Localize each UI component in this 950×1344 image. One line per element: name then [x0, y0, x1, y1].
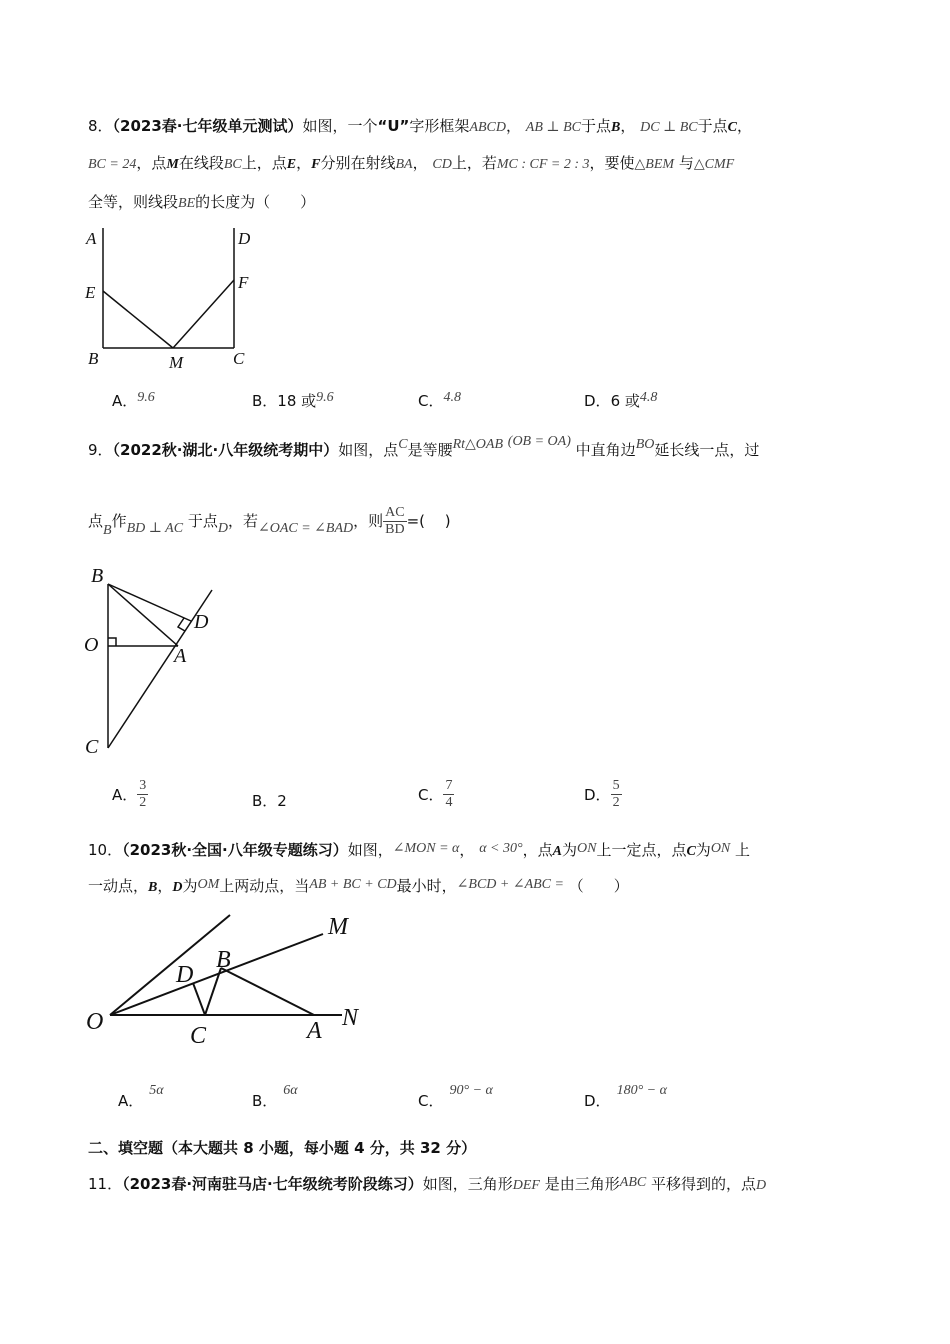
- q10-label-n: N: [342, 1005, 359, 1031]
- q10-text: 最小时，: [396, 877, 457, 895]
- q9-label-a: A: [174, 645, 187, 667]
- q8-point: E: [286, 157, 297, 172]
- option-value: 180° − α: [616, 1083, 667, 1098]
- q11-math: DEF: [512, 1178, 540, 1193]
- q9-right-angle-d: [178, 618, 185, 631]
- q10-math: OM: [197, 877, 220, 892]
- fraction-denominator: 4: [445, 795, 453, 810]
- q10-text: 上一定点，点: [596, 841, 687, 859]
- q10-upper-ray: [110, 915, 230, 1015]
- fraction-denominator: 2: [139, 795, 147, 810]
- q9-text: ，若: [227, 512, 258, 530]
- q10-line-2: [88, 876, 629, 898]
- option-value: 90° − α: [449, 1083, 493, 1098]
- q10-option-d[interactable]: [584, 1083, 667, 1111]
- q8-text: 在线段: [178, 154, 224, 172]
- option-letter: A．: [112, 392, 138, 410]
- q10-number: 10．: [88, 841, 123, 859]
- q10-math: ∠BCD + ∠ABC =: [456, 877, 564, 892]
- q11-line-1: [88, 1174, 766, 1196]
- q10-text: 上: [735, 841, 751, 859]
- option-prefix: 6 或: [610, 392, 640, 410]
- q11-source: （2023春·河南驻马店·七年级统考阶段练习）: [122, 1175, 423, 1193]
- q10-label-m: M: [328, 914, 348, 940]
- option-value: 6α: [283, 1083, 298, 1098]
- q10-point: D: [172, 880, 183, 895]
- q8-option-c[interactable]: [418, 390, 461, 411]
- q9-math: D: [217, 521, 228, 536]
- q9-right-angle-o: [108, 638, 116, 646]
- q8-text: ，: [506, 117, 522, 135]
- q8-text: ，: [737, 117, 753, 135]
- q8-math: BC = 24: [88, 157, 137, 172]
- q9-fraction: [383, 505, 406, 538]
- q9-math: Rt△OAB: [452, 437, 503, 452]
- q9-line-2: [88, 505, 451, 538]
- fraction-numerator: AC: [385, 505, 405, 520]
- fraction-numerator: 3: [139, 778, 147, 793]
- q9-figure: [80, 560, 230, 760]
- q9-label-c: C: [85, 736, 99, 758]
- q10-label-a: A: [307, 1018, 322, 1044]
- option-letter: B．: [252, 792, 278, 810]
- q10-text: 为: [561, 841, 577, 859]
- q8-math: △BEM: [634, 157, 675, 172]
- q8-label-f: F: [238, 273, 249, 292]
- q8-source: （2023春·七年级单元测试）: [112, 117, 303, 135]
- option-value: 9.6: [316, 390, 334, 405]
- option-letter: D．: [584, 392, 611, 410]
- option-letter: C．: [418, 786, 444, 804]
- option-letter: B．: [252, 392, 278, 410]
- q9-text: 点: [88, 512, 104, 530]
- q10-source: （2023秋·全国·八年级专题练习）: [122, 841, 348, 859]
- q10-text: 上两动点，当: [219, 877, 310, 895]
- q9-math: BO: [635, 437, 655, 452]
- q8-number: 8．: [88, 117, 113, 135]
- q9-label-o: O: [84, 634, 99, 656]
- q11-text: 是由三角形: [544, 1175, 620, 1193]
- fraction-denominator: BD: [385, 522, 405, 537]
- q8-text: 上，点: [241, 154, 287, 172]
- option-prefix: 18 或: [277, 392, 317, 410]
- q9-option-a[interactable]: [112, 778, 148, 811]
- option-value: 2: [277, 792, 287, 810]
- q8-text: 如图，一个: [302, 117, 378, 135]
- q8-line-em: [103, 291, 173, 348]
- q10-line-dc: [193, 983, 205, 1015]
- q9-text: ，则: [353, 512, 384, 530]
- q8-text: ，要使: [589, 154, 635, 172]
- q8-line-2: [88, 153, 734, 175]
- q10-option-b[interactable]: [252, 1083, 298, 1111]
- q10-math: ∠MON = α: [392, 841, 460, 856]
- q10-text: 如图，: [347, 841, 393, 859]
- q8-text: 于点: [697, 117, 728, 135]
- q10-text: （ ）: [568, 877, 629, 895]
- q8-text: ，: [412, 154, 428, 172]
- option-value: 4.8: [639, 390, 658, 405]
- q9-label-b: B: [91, 565, 104, 587]
- option-fraction: [611, 778, 622, 811]
- q9-math: (OB = OA): [507, 434, 571, 449]
- option-letter: D．: [584, 1092, 611, 1110]
- q9-label-d: D: [194, 611, 209, 633]
- q8-label-a: A: [86, 229, 97, 248]
- q8-point: C: [727, 120, 737, 135]
- q8-text: 的长度为（ ）: [195, 193, 316, 211]
- q8-text: ，点: [136, 154, 167, 172]
- q10-point: C: [686, 844, 696, 859]
- option-letter: D．: [584, 786, 611, 804]
- q9-line-1: [88, 434, 760, 462]
- q8-math: ABCD: [469, 120, 506, 135]
- q9-text: 如图，点: [338, 441, 399, 459]
- q8-option-d[interactable]: [584, 390, 657, 411]
- q9-line-bd: [108, 584, 191, 621]
- q10-text: 一动点，: [88, 877, 149, 895]
- q8-math: BA: [395, 157, 413, 172]
- q10-text: ，: [459, 841, 475, 859]
- q9-text: 于点: [187, 512, 218, 530]
- q9-number: 9．: [88, 441, 113, 459]
- q9-option-b[interactable]: [252, 790, 287, 811]
- q11-number: 11．: [88, 1175, 123, 1193]
- fraction-numerator: 5: [612, 778, 620, 793]
- q8-text: 上，若: [451, 154, 497, 172]
- q9-option-c[interactable]: [418, 778, 454, 811]
- q9-option-d[interactable]: [584, 778, 622, 811]
- q9-math: C: [398, 437, 408, 452]
- q10-line-ba: [221, 968, 314, 1015]
- q8-option-a[interactable]: [112, 390, 155, 411]
- q8-math: △CMF: [693, 157, 735, 172]
- q8-option-b[interactable]: [252, 390, 334, 411]
- q10-option-c[interactable]: [418, 1083, 493, 1111]
- q8-label-e: E: [85, 283, 96, 302]
- q8-math: BE: [178, 196, 196, 211]
- q8-point: B: [610, 120, 621, 135]
- q10-text: ，点: [522, 841, 553, 859]
- q8-figure: [80, 224, 270, 374]
- q8-point: F: [311, 157, 321, 172]
- q9-text: 延长线一点，过: [654, 441, 760, 459]
- section-2-heading: 二、填空题（本大题共 8 小题，每小题 4 分，共 32 分）: [88, 1139, 477, 1157]
- q10-text: 为: [695, 841, 711, 859]
- q10-point: B: [148, 880, 158, 895]
- q8-text: 全等，则线段: [88, 193, 179, 211]
- q8-point: M: [166, 157, 179, 172]
- option-value: 9.6: [137, 390, 155, 405]
- q8-math: BC: [223, 157, 242, 172]
- q9-text: 中直角边: [575, 441, 636, 459]
- q8-label-d: D: [238, 229, 251, 248]
- q9-line-ba: [108, 584, 178, 646]
- q9-math: BD ⊥ AC: [126, 521, 184, 536]
- q10-text: 为: [182, 877, 198, 895]
- q11-math: ABC: [619, 1175, 647, 1190]
- q8-text: ，: [296, 154, 312, 172]
- q10-math: AB + BC + CD: [309, 877, 397, 892]
- q8-text: 于点: [580, 117, 611, 135]
- q10-label-d: D: [176, 962, 194, 988]
- fraction-denominator: 2: [612, 795, 620, 810]
- q10-math: ON: [576, 841, 597, 856]
- q9-text: =( ): [406, 512, 451, 530]
- q8-math: MC : CF = 2 : 3: [496, 157, 590, 172]
- q8-text: “U”: [377, 117, 410, 135]
- q9-source: （2022秋·湖北·八年级统考期中）: [112, 441, 339, 459]
- option-value: 5α: [149, 1083, 164, 1098]
- q8-line-mf: [173, 280, 234, 348]
- option-letter: A．: [118, 1092, 144, 1110]
- q10-point: A: [552, 844, 562, 859]
- option-letter: C．: [418, 392, 444, 410]
- q9-math: B: [103, 523, 112, 538]
- q8-text: ，: [620, 117, 636, 135]
- q10-label-b: B: [216, 947, 231, 973]
- option-value: 4.8: [443, 390, 461, 405]
- q10-math: ON: [710, 841, 731, 856]
- q10-text: ，: [157, 877, 173, 895]
- q11-text: 如图，三角形: [422, 1175, 513, 1193]
- option-letter: C．: [418, 1092, 444, 1110]
- q10-math: α < 30°: [479, 841, 523, 856]
- q8-text: 字形框架: [409, 117, 470, 135]
- q8-math: CD: [432, 157, 452, 172]
- q8-text: 与: [678, 154, 694, 172]
- q8-math: AB ⊥ BC: [525, 120, 581, 135]
- q10-figure: [80, 905, 380, 1055]
- option-letter: A．: [112, 786, 138, 804]
- q8-line-3: [88, 192, 315, 214]
- q10-label-o: O: [86, 1009, 104, 1035]
- q8-label-c: C: [233, 349, 245, 368]
- q11-text: 平移得到的，点: [651, 1175, 757, 1193]
- q10-line-1: [88, 840, 750, 862]
- q8-line-1: [88, 116, 752, 138]
- q9-text: 作: [111, 512, 127, 530]
- q9-math: ∠OAC = ∠BAD: [258, 521, 354, 536]
- q8-text: 分别在射线: [320, 154, 396, 172]
- fraction-numerator: 7: [445, 778, 453, 793]
- q10-label-c: C: [190, 1023, 207, 1049]
- option-fraction: [137, 778, 148, 811]
- q8-label-m: M: [169, 353, 184, 372]
- option-letter: B．: [252, 1092, 278, 1110]
- q9-text: 是等腰: [407, 441, 453, 459]
- q10-option-a[interactable]: [118, 1083, 164, 1111]
- option-fraction: [443, 778, 454, 811]
- q11-math: D: [756, 1178, 767, 1193]
- q8-label-b: B: [88, 349, 99, 368]
- q8-math: DC ⊥ BC: [640, 120, 698, 135]
